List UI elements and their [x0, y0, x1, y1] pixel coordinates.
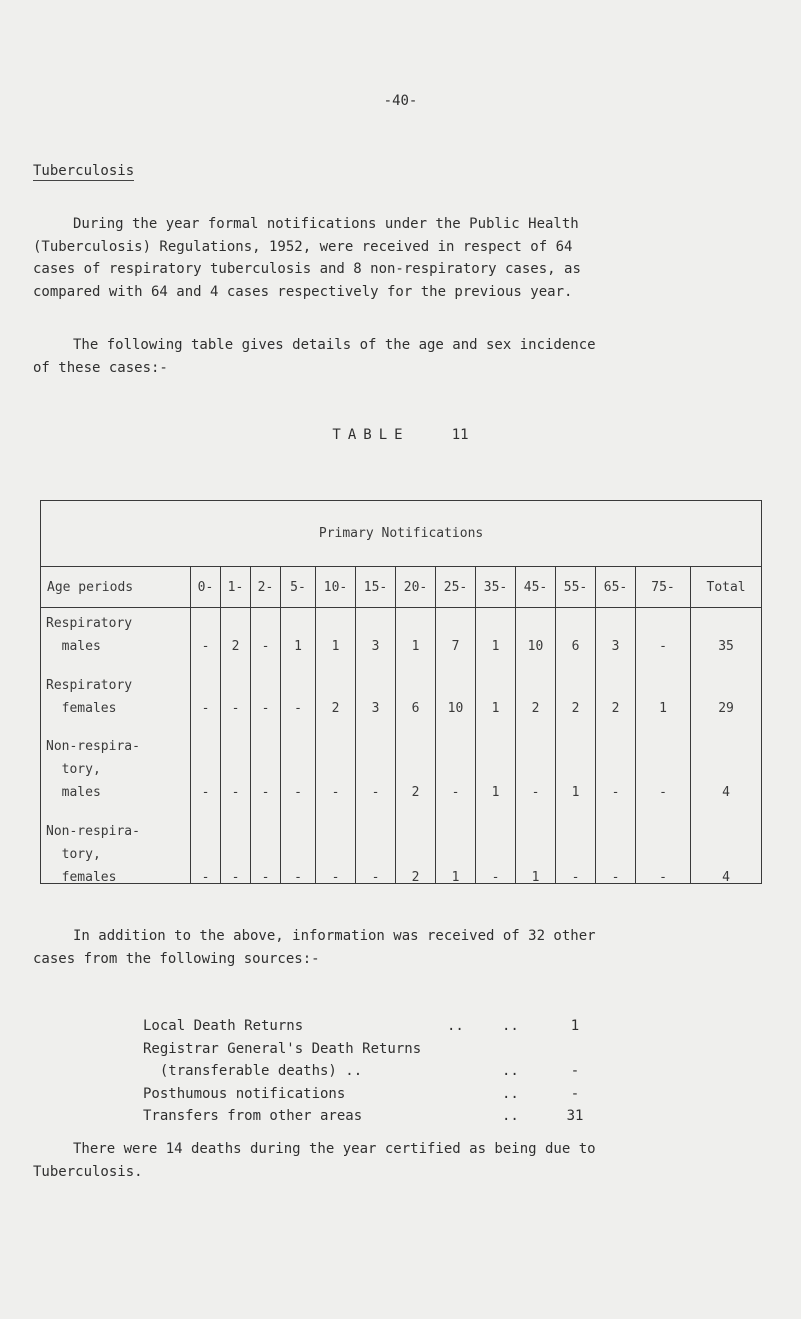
table-header-row	[41, 567, 762, 608]
row-label: tory,	[46, 847, 101, 862]
table-cell: 2	[411, 870, 420, 885]
age-column-values	[436, 608, 476, 884]
notifications-table	[40, 500, 762, 884]
age-column-header: 1-	[221, 567, 251, 608]
age-column-header: 2-	[251, 567, 281, 608]
table-title-number: 11	[451, 427, 469, 443]
intro-line: cases of respiratory tuberculosis and 8 non-respiratory cases, as	[33, 261, 581, 277]
table-body	[41, 608, 762, 884]
table-cell: -	[294, 785, 302, 800]
table-cell: -	[261, 639, 270, 654]
source-label: Registrar General's Death Returns	[143, 1040, 422, 1057]
page-number: -40-	[383, 93, 418, 109]
row-label: females	[46, 701, 117, 716]
table-title-word: TABLE	[332, 427, 410, 443]
age-column-values	[356, 608, 396, 884]
table-cell: 29	[718, 701, 734, 716]
table-cell: 4	[722, 870, 730, 885]
table-cell: -	[231, 701, 240, 716]
table-cell: -	[451, 785, 460, 800]
source-leader: ..	[502, 1085, 519, 1102]
source-leader: ..	[502, 1018, 519, 1034]
source-row	[0, 1108, 801, 1130]
table-cell: -	[531, 785, 540, 800]
age-column-values	[191, 608, 221, 884]
age-column-values	[596, 608, 636, 884]
table-cell: -	[261, 870, 270, 885]
age-column-header: 25-	[436, 567, 476, 608]
table-cell: -	[201, 639, 210, 654]
table-cell: 1	[571, 785, 580, 800]
source-value: -	[570, 1063, 580, 1079]
age-column-values	[396, 608, 436, 884]
row-label: males	[46, 785, 101, 800]
closing-line: There were 14 deaths during the year certified as being due to	[73, 1141, 596, 1157]
lead-line: of these cases:-	[33, 359, 168, 376]
table-cell: 7	[451, 639, 460, 654]
age-column-values	[251, 608, 281, 884]
table-cell: -	[491, 870, 500, 885]
age-column-header: 55-	[556, 567, 596, 608]
row-label: Non-respira-	[46, 824, 140, 839]
closing-paragraph	[33, 1138, 773, 1183]
source-label: (transferable deaths) ..	[143, 1063, 363, 1079]
age-column-header: 75-	[636, 567, 691, 608]
table-cell: 6	[571, 639, 580, 654]
table-cell: -	[294, 870, 302, 885]
table-cell: 10	[527, 639, 544, 654]
intro-line: (Tuberculosis) Regulations, 1952, were received in respect of 64	[33, 238, 573, 255]
table-cell: 1	[491, 701, 500, 716]
age-column-values	[516, 608, 556, 884]
source-label: Transfers from other areas	[143, 1108, 363, 1124]
age-column-values	[556, 608, 596, 884]
source-row	[0, 1086, 801, 1108]
table-cell: -	[201, 785, 210, 800]
age-column-header: Total	[691, 567, 762, 608]
lead-line: The following table gives details of the age and sex incidence	[73, 337, 596, 353]
table-cell: -	[331, 785, 340, 800]
table-cell: -	[571, 870, 580, 885]
table-cell: 1	[294, 639, 302, 654]
source-leader: ..	[502, 1108, 519, 1124]
table-title	[0, 427, 801, 443]
table-caption: Primary Notifications	[41, 501, 762, 567]
age-column-header: 20-	[396, 567, 436, 608]
table-cell: 1	[451, 870, 460, 885]
row-label: males	[46, 639, 101, 654]
table-cell: 1	[411, 639, 420, 654]
age-column-header: 35-	[476, 567, 516, 608]
source-value: 31	[566, 1108, 584, 1124]
table-cell: 3	[611, 639, 620, 654]
intro-line: compared with 64 and 4 cases respectively for the previous year.	[33, 283, 573, 300]
age-column-header: 15-	[356, 567, 396, 608]
source-leader: ..	[447, 1018, 464, 1034]
source-value: 1	[570, 1018, 580, 1034]
closing-line: Tuberculosis.	[33, 1163, 143, 1180]
table-cell: -	[201, 870, 210, 885]
table-cell: 1	[531, 870, 540, 885]
table-cell: 1	[491, 785, 500, 800]
table-cell: -	[611, 785, 620, 800]
table-cell: 1	[331, 639, 340, 654]
intro-paragraph	[33, 213, 773, 303]
source-row	[0, 1063, 801, 1085]
source-leader: ..	[502, 1063, 519, 1079]
addition-line: In addition to the above, information was received of 32 other	[73, 928, 596, 944]
age-column-values	[221, 608, 251, 884]
table-cell: 3	[371, 701, 380, 716]
table-cell: 2	[231, 639, 240, 654]
table-cell: 35	[718, 639, 734, 654]
table-cell: -	[659, 785, 667, 800]
table-cell: 1	[491, 639, 500, 654]
source-row	[0, 1018, 801, 1040]
row-label: females	[46, 870, 117, 885]
table-cell: 2	[331, 701, 340, 716]
addition-line: cases from the following sources:-	[33, 950, 320, 967]
age-column-header: 0-	[191, 567, 221, 608]
addition-paragraph	[33, 925, 773, 970]
table-cell: 1	[659, 701, 667, 716]
table-cell: 2	[411, 785, 420, 800]
table-cell: -	[261, 701, 270, 716]
row-label: tory,	[46, 762, 101, 777]
table-cell: -	[611, 870, 620, 885]
table-cell: -	[261, 785, 270, 800]
table-cell: 6	[411, 701, 420, 716]
source-label: Local Death Returns	[143, 1018, 304, 1034]
section-heading: Tuberculosis	[33, 163, 135, 179]
source-label: Posthumous notifications	[143, 1085, 346, 1102]
intro-line: During the year formal notifications under the Public Health	[73, 216, 579, 232]
table-cell: -	[231, 785, 240, 800]
age-column-header: 65-	[596, 567, 636, 608]
age-column-values	[316, 608, 356, 884]
table-cell: 3	[371, 639, 380, 654]
table-cell: -	[231, 870, 240, 885]
source-row	[0, 1041, 801, 1063]
table-cell: -	[331, 870, 340, 885]
table-cell: 2	[611, 701, 620, 716]
table-cell: -	[659, 639, 667, 654]
age-column-header: 5-	[281, 567, 316, 608]
age-periods-header: Age periods	[41, 567, 191, 608]
age-column-values	[476, 608, 516, 884]
table-cell: -	[371, 785, 380, 800]
table-cell: 10	[447, 701, 464, 716]
age-column-header: 45-	[516, 567, 556, 608]
row-label: Respiratory	[46, 678, 133, 693]
table-cell: 4	[722, 785, 730, 800]
row-labels-column	[41, 608, 191, 884]
source-value: -	[570, 1085, 580, 1102]
table-cell: 2	[571, 701, 580, 716]
age-column-values	[636, 608, 691, 884]
table-cell: -	[294, 701, 302, 716]
row-label: Respiratory	[46, 616, 133, 631]
table-cell: 2	[531, 701, 540, 716]
table-cell: -	[201, 701, 210, 716]
age-column-header: 10-	[316, 567, 356, 608]
age-column-values	[691, 608, 762, 884]
table-cell: -	[659, 870, 667, 885]
table-cell: -	[371, 870, 380, 885]
row-label: Non-respira-	[46, 739, 140, 754]
lead-paragraph	[33, 334, 773, 379]
age-column-values	[281, 608, 316, 884]
